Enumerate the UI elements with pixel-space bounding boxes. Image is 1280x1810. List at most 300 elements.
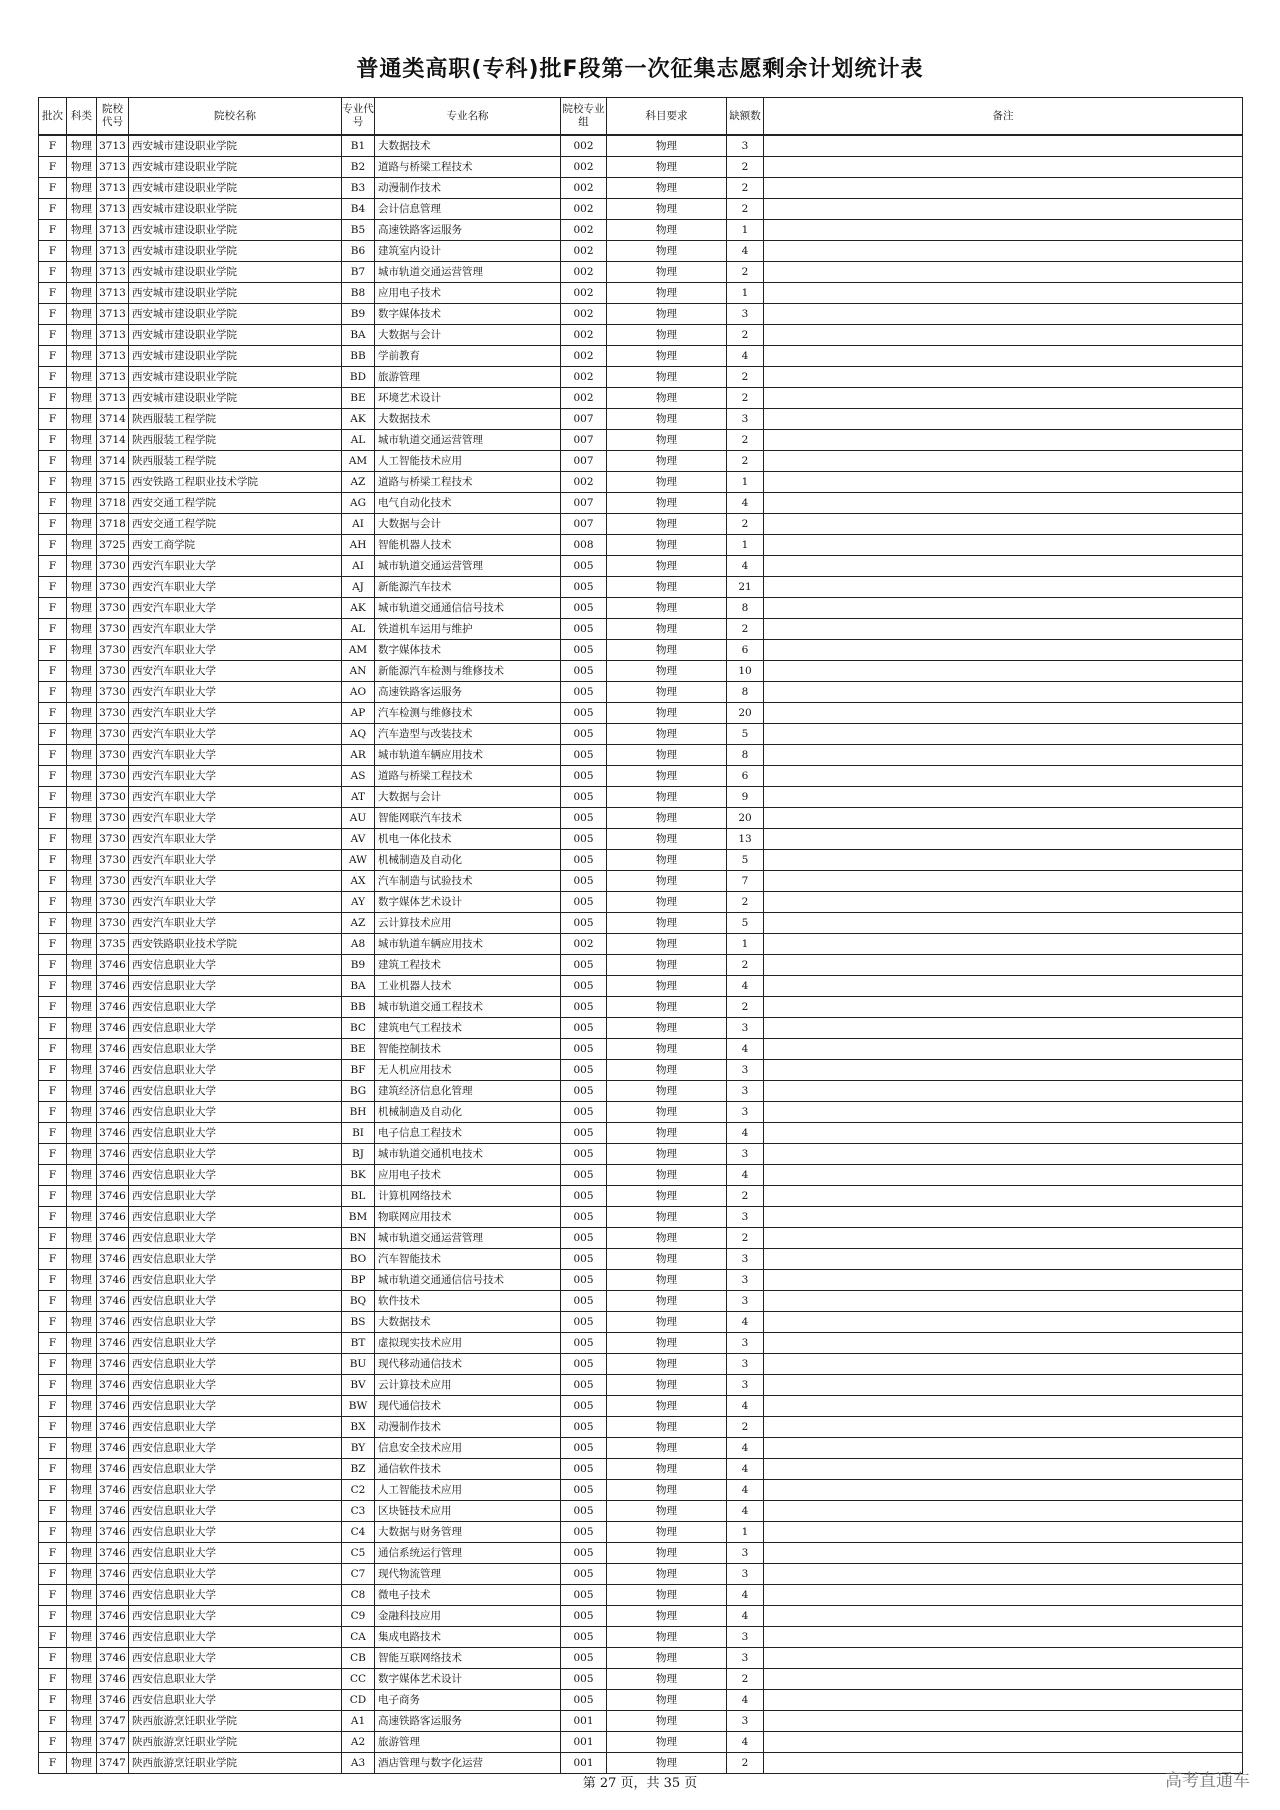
- cell-vacancies: 3: [727, 1207, 764, 1228]
- cell-major-group: 005: [561, 1249, 607, 1270]
- cell-remarks: [764, 1060, 1243, 1081]
- cell-major-code: AX: [342, 871, 375, 892]
- cell-vacancies: 8: [727, 745, 764, 766]
- cell-remarks: [764, 1732, 1243, 1753]
- cell-major-group: 007: [561, 514, 607, 535]
- cell-school-code: 3746: [97, 1081, 129, 1102]
- cell-major-name: 环境艺术设计: [375, 388, 561, 409]
- cell-school-code: 3713: [97, 388, 129, 409]
- cell-remarks: [764, 1102, 1243, 1123]
- cell-remarks: [764, 409, 1243, 430]
- cell-remarks: [764, 1480, 1243, 1501]
- cell-category: 物理: [67, 409, 97, 430]
- cell-school-name: 西安信息职业大学: [129, 1144, 342, 1165]
- cell-vacancies: 3: [727, 409, 764, 430]
- cell-school-code: 3730: [97, 850, 129, 871]
- header-remarks: 备注: [764, 98, 1243, 136]
- cell-remarks: [764, 262, 1243, 283]
- cell-major-code: AL: [342, 619, 375, 640]
- cell-subject-requirement: 物理: [607, 1123, 727, 1144]
- cell-school-name: 陕西旅游烹饪职业学院: [129, 1732, 342, 1753]
- cell-school-name: 西安城市建设职业学院: [129, 325, 342, 346]
- cell-major-group: 002: [561, 283, 607, 304]
- cell-major-name: 数字媒体艺术设计: [375, 892, 561, 913]
- cell-vacancies: 3: [727, 1249, 764, 1270]
- cell-subject-requirement: 物理: [607, 1354, 727, 1375]
- cell-subject-requirement: 物理: [607, 661, 727, 682]
- table-row: [39, 1207, 1243, 1228]
- cell-school-code: 3746: [97, 1522, 129, 1543]
- cell-school-name: 西安信息职业大学: [129, 1333, 342, 1354]
- cell-school-code: 3746: [97, 1144, 129, 1165]
- cell-vacancies: 3: [727, 1354, 764, 1375]
- cell-batch: F: [39, 1249, 67, 1270]
- cell-vacancies: 3: [727, 1375, 764, 1396]
- cell-major-code: C9: [342, 1606, 375, 1627]
- cell-remarks: [764, 241, 1243, 262]
- cell-subject-requirement: 物理: [607, 1732, 727, 1753]
- cell-category: 物理: [67, 829, 97, 850]
- cell-major-name: 汽车制造与试验技术: [375, 871, 561, 892]
- cell-major-group: 005: [561, 640, 607, 661]
- cell-category: 物理: [67, 157, 97, 178]
- cell-remarks: [764, 451, 1243, 472]
- header-batch: 批次: [39, 98, 67, 136]
- cell-major-code: C7: [342, 1564, 375, 1585]
- cell-school-code: 3746: [97, 1501, 129, 1522]
- cell-school-name: 西安城市建设职业学院: [129, 135, 342, 157]
- cell-subject-requirement: 物理: [607, 1522, 727, 1543]
- cell-batch: F: [39, 1480, 67, 1501]
- cell-major-code: C2: [342, 1480, 375, 1501]
- cell-major-code: B2: [342, 157, 375, 178]
- cell-subject-requirement: 物理: [607, 472, 727, 493]
- cell-category: 物理: [67, 1375, 97, 1396]
- cell-category: 物理: [67, 724, 97, 745]
- cell-subject-requirement: 物理: [607, 283, 727, 304]
- cell-remarks: [764, 1375, 1243, 1396]
- table-row: [39, 976, 1243, 997]
- cell-remarks: [764, 199, 1243, 220]
- table-row: [39, 1501, 1243, 1522]
- cell-school-code: 3735: [97, 934, 129, 955]
- cell-category: 物理: [67, 1396, 97, 1417]
- cell-school-code: 3730: [97, 703, 129, 724]
- cell-school-code: 3730: [97, 892, 129, 913]
- cell-subject-requirement: 物理: [607, 619, 727, 640]
- cell-category: 物理: [67, 535, 97, 556]
- cell-category: 物理: [67, 430, 97, 451]
- cell-vacancies: 1: [727, 934, 764, 955]
- table-row: [39, 724, 1243, 745]
- cell-batch: F: [39, 850, 67, 871]
- cell-school-name: 西安城市建设职业学院: [129, 346, 342, 367]
- cell-subject-requirement: 物理: [607, 451, 727, 472]
- cell-major-code: BL: [342, 1186, 375, 1207]
- cell-remarks: [764, 1564, 1243, 1585]
- cell-batch: F: [39, 346, 67, 367]
- cell-major-code: BD: [342, 367, 375, 388]
- table-row: [39, 1312, 1243, 1333]
- cell-major-code: B3: [342, 178, 375, 199]
- cell-subject-requirement: 物理: [607, 1459, 727, 1480]
- cell-school-code: 3746: [97, 1312, 129, 1333]
- cell-batch: F: [39, 1375, 67, 1396]
- cell-school-code: 3713: [97, 304, 129, 325]
- header-major-name: 专业名称: [375, 98, 561, 136]
- cell-major-group: 005: [561, 1690, 607, 1711]
- cell-major-code: BJ: [342, 1144, 375, 1165]
- header-school-code: 院校代号: [97, 98, 129, 136]
- cell-remarks: [764, 1627, 1243, 1648]
- cell-subject-requirement: 物理: [607, 241, 727, 262]
- cell-major-code: AZ: [342, 472, 375, 493]
- cell-school-name: 西安信息职业大学: [129, 1459, 342, 1480]
- cell-remarks: [764, 1417, 1243, 1438]
- cell-remarks: [764, 724, 1243, 745]
- cell-subject-requirement: 物理: [607, 1228, 727, 1249]
- cell-major-code: CD: [342, 1690, 375, 1711]
- cell-school-name: 西安城市建设职业学院: [129, 262, 342, 283]
- cell-vacancies: 2: [727, 1186, 764, 1207]
- cell-school-code: 3746: [97, 1018, 129, 1039]
- cell-major-name: 大数据与会计: [375, 514, 561, 535]
- cell-major-group: 005: [561, 703, 607, 724]
- cell-category: 物理: [67, 241, 97, 262]
- cell-remarks: [764, 1669, 1243, 1690]
- cell-batch: F: [39, 1144, 67, 1165]
- cell-vacancies: 4: [727, 1312, 764, 1333]
- cell-school-name: 西安汽车职业大学: [129, 661, 342, 682]
- cell-major-name: 城市轨道交通运营管理: [375, 556, 561, 577]
- cell-school-code: 3746: [97, 1375, 129, 1396]
- cell-category: 物理: [67, 913, 97, 934]
- cell-subject-requirement: 物理: [607, 1648, 727, 1669]
- cell-school-code: 3746: [97, 1627, 129, 1648]
- cell-batch: F: [39, 1648, 67, 1669]
- cell-subject-requirement: 物理: [607, 724, 727, 745]
- cell-remarks: [764, 850, 1243, 871]
- cell-major-group: 005: [561, 1312, 607, 1333]
- cell-subject-requirement: 物理: [607, 577, 727, 598]
- cell-major-code: AU: [342, 808, 375, 829]
- cell-remarks: [764, 934, 1243, 955]
- cell-major-name: 现代通信技术: [375, 1396, 561, 1417]
- cell-subject-requirement: 物理: [607, 1102, 727, 1123]
- cell-school-name: 西安汽车职业大学: [129, 619, 342, 640]
- cell-category: 物理: [67, 346, 97, 367]
- cell-batch: F: [39, 787, 67, 808]
- cell-major-group: 002: [561, 178, 607, 199]
- cell-major-group: 005: [561, 1438, 607, 1459]
- cell-school-code: 3730: [97, 661, 129, 682]
- cell-school-name: 西安信息职业大学: [129, 976, 342, 997]
- cell-school-code: 3746: [97, 955, 129, 976]
- cell-subject-requirement: 物理: [607, 178, 727, 199]
- table-row: [39, 619, 1243, 640]
- cell-subject-requirement: 物理: [607, 766, 727, 787]
- cell-major-group: 002: [561, 241, 607, 262]
- cell-school-name: 西安汽车职业大学: [129, 871, 342, 892]
- cell-major-group: 005: [561, 1648, 607, 1669]
- cell-subject-requirement: 物理: [607, 850, 727, 871]
- cell-remarks: [764, 808, 1243, 829]
- cell-batch: F: [39, 955, 67, 976]
- cell-batch: F: [39, 1585, 67, 1606]
- cell-subject-requirement: 物理: [607, 430, 727, 451]
- cell-category: 物理: [67, 1081, 97, 1102]
- table-row: [39, 598, 1243, 619]
- table-row: [39, 1270, 1243, 1291]
- cell-vacancies: 2: [727, 619, 764, 640]
- cell-subject-requirement: 物理: [607, 1249, 727, 1270]
- cell-batch: F: [39, 493, 67, 514]
- cell-major-name: 城市轨道交通工程技术: [375, 997, 561, 1018]
- cell-major-group: 005: [561, 1186, 607, 1207]
- cell-major-name: 城市轨道车辆应用技术: [375, 745, 561, 766]
- cell-school-code: 3746: [97, 1564, 129, 1585]
- cell-category: 物理: [67, 1753, 97, 1774]
- cell-category: 物理: [67, 1333, 97, 1354]
- cell-major-name: 城市轨道交通机电技术: [375, 1144, 561, 1165]
- table-row: [39, 892, 1243, 913]
- cell-remarks: [764, 871, 1243, 892]
- cell-vacancies: 8: [727, 598, 764, 619]
- cell-category: 物理: [67, 997, 97, 1018]
- cell-batch: F: [39, 1543, 67, 1564]
- cell-remarks: [764, 1123, 1243, 1144]
- cell-category: 物理: [67, 1732, 97, 1753]
- cell-vacancies: 4: [727, 1123, 764, 1144]
- header-major-code: 专业代号: [342, 98, 375, 136]
- header-school-name: 院校名称: [129, 98, 342, 136]
- cell-subject-requirement: 物理: [607, 1417, 727, 1438]
- cell-major-name: 大数据技术: [375, 135, 561, 157]
- cell-batch: F: [39, 1417, 67, 1438]
- cell-school-name: 西安汽车职业大学: [129, 787, 342, 808]
- cell-major-code: BT: [342, 1333, 375, 1354]
- cell-major-group: 005: [561, 1543, 607, 1564]
- cell-school-name: 西安信息职业大学: [129, 1627, 342, 1648]
- cell-batch: F: [39, 1312, 67, 1333]
- cell-remarks: [764, 1165, 1243, 1186]
- cell-subject-requirement: 物理: [607, 1480, 727, 1501]
- cell-vacancies: 20: [727, 808, 764, 829]
- cell-remarks: [764, 1228, 1243, 1249]
- cell-batch: F: [39, 577, 67, 598]
- cell-subject-requirement: 物理: [607, 703, 727, 724]
- cell-vacancies: 1: [727, 472, 764, 493]
- cell-major-name: 计算机网络技术: [375, 1186, 561, 1207]
- cell-major-group: 007: [561, 430, 607, 451]
- cell-school-code: 3746: [97, 1690, 129, 1711]
- cell-subject-requirement: 物理: [607, 1501, 727, 1522]
- table-row: [39, 1165, 1243, 1186]
- cell-major-group: 002: [561, 199, 607, 220]
- cell-major-name: 会计信息管理: [375, 199, 561, 220]
- cell-batch: F: [39, 1711, 67, 1732]
- cell-major-code: AV: [342, 829, 375, 850]
- cell-vacancies: 5: [727, 724, 764, 745]
- cell-vacancies: 4: [727, 346, 764, 367]
- cell-school-code: 3746: [97, 1585, 129, 1606]
- cell-major-code: CA: [342, 1627, 375, 1648]
- cell-category: 物理: [67, 1060, 97, 1081]
- cell-remarks: [764, 577, 1243, 598]
- cell-remarks: [764, 304, 1243, 325]
- cell-major-name: 机电一体化技术: [375, 829, 561, 850]
- cell-major-name: 道路与桥梁工程技术: [375, 472, 561, 493]
- table-row: [39, 346, 1243, 367]
- cell-remarks: [764, 1690, 1243, 1711]
- cell-subject-requirement: 物理: [607, 1018, 727, 1039]
- table-row: [39, 682, 1243, 703]
- page-number: 第 27 页，共 35 页: [582, 1776, 698, 1791]
- cell-school-code: 3747: [97, 1711, 129, 1732]
- cell-batch: F: [39, 1123, 67, 1144]
- cell-batch: F: [39, 409, 67, 430]
- cell-subject-requirement: 物理: [607, 409, 727, 430]
- cell-major-code: BE: [342, 388, 375, 409]
- cell-category: 物理: [67, 1669, 97, 1690]
- cell-major-group: 002: [561, 304, 607, 325]
- cell-major-name: 人工智能技术应用: [375, 451, 561, 472]
- cell-batch: F: [39, 1039, 67, 1060]
- cell-school-name: 西安信息职业大学: [129, 1081, 342, 1102]
- cell-major-group: 005: [561, 1123, 607, 1144]
- cell-category: 物理: [67, 493, 97, 514]
- cell-school-name: 西安信息职业大学: [129, 1417, 342, 1438]
- table-row: [39, 556, 1243, 577]
- cell-batch: F: [39, 1501, 67, 1522]
- cell-school-name: 西安信息职业大学: [129, 1438, 342, 1459]
- cell-batch: F: [39, 514, 67, 535]
- cell-subject-requirement: 物理: [607, 1039, 727, 1060]
- cell-vacancies: 2: [727, 178, 764, 199]
- cell-school-code: 3746: [97, 1459, 129, 1480]
- cell-school-code: 3718: [97, 514, 129, 535]
- cell-category: 物理: [67, 808, 97, 829]
- cell-category: 物理: [67, 1417, 97, 1438]
- cell-school-name: 西安城市建设职业学院: [129, 388, 342, 409]
- cell-school-name: 西安信息职业大学: [129, 1270, 342, 1291]
- cell-major-code: AY: [342, 892, 375, 913]
- cell-major-code: BB: [342, 997, 375, 1018]
- cell-major-name: 大数据技术: [375, 1312, 561, 1333]
- cell-major-code: C4: [342, 1522, 375, 1543]
- cell-school-code: 3730: [97, 682, 129, 703]
- cell-major-group: 005: [561, 1375, 607, 1396]
- cell-batch: F: [39, 934, 67, 955]
- cell-remarks: [764, 1039, 1243, 1060]
- header-vacancies: 缺额数: [727, 98, 764, 136]
- cell-major-group: 002: [561, 220, 607, 241]
- table-row: [39, 367, 1243, 388]
- cell-subject-requirement: 物理: [607, 1711, 727, 1732]
- cell-school-code: 3746: [97, 1480, 129, 1501]
- cell-vacancies: 1: [727, 283, 764, 304]
- cell-major-group: 001: [561, 1753, 607, 1774]
- cell-major-group: 002: [561, 135, 607, 157]
- table-body: [39, 135, 1243, 1774]
- cell-category: 物理: [67, 220, 97, 241]
- cell-major-name: 金融科技应用: [375, 1606, 561, 1627]
- cell-vacancies: 4: [727, 241, 764, 262]
- cell-school-code: 3746: [97, 1543, 129, 1564]
- cell-school-code: 3746: [97, 1207, 129, 1228]
- cell-major-group: 005: [561, 556, 607, 577]
- cell-major-group: 005: [561, 577, 607, 598]
- cell-vacancies: 9: [727, 787, 764, 808]
- cell-batch: F: [39, 808, 67, 829]
- table-row: [39, 808, 1243, 829]
- cell-major-name: 新能源汽车检测与维修技术: [375, 661, 561, 682]
- cell-category: 物理: [67, 1459, 97, 1480]
- table-row: [39, 997, 1243, 1018]
- cell-major-name: 高速铁路客运服务: [375, 220, 561, 241]
- cell-major-name: 动漫制作技术: [375, 1417, 561, 1438]
- cell-school-name: 西安信息职业大学: [129, 1564, 342, 1585]
- cell-subject-requirement: 物理: [607, 1396, 727, 1417]
- cell-batch: F: [39, 451, 67, 472]
- cell-major-group: 005: [561, 1669, 607, 1690]
- table-row: [39, 1291, 1243, 1312]
- cell-vacancies: 5: [727, 850, 764, 871]
- cell-vacancies: 2: [727, 199, 764, 220]
- cell-major-group: 005: [561, 1144, 607, 1165]
- cell-major-name: 道路与桥梁工程技术: [375, 157, 561, 178]
- cell-subject-requirement: 物理: [607, 1270, 727, 1291]
- cell-subject-requirement: 物理: [607, 934, 727, 955]
- cell-school-code: 3746: [97, 1291, 129, 1312]
- cell-major-group: 005: [561, 1627, 607, 1648]
- cell-remarks: [764, 1081, 1243, 1102]
- cell-major-group: 005: [561, 1039, 607, 1060]
- cell-batch: F: [39, 1081, 67, 1102]
- cell-vacancies: 2: [727, 262, 764, 283]
- cell-major-name: 物联网应用技术: [375, 1207, 561, 1228]
- table-row: [39, 241, 1243, 262]
- cell-major-code: BA: [342, 325, 375, 346]
- table-row: [39, 871, 1243, 892]
- cell-school-code: 3747: [97, 1753, 129, 1774]
- cell-category: 物理: [67, 577, 97, 598]
- cell-remarks: [764, 1354, 1243, 1375]
- cell-category: 物理: [67, 1186, 97, 1207]
- cell-school-code: 3730: [97, 871, 129, 892]
- cell-remarks: [764, 787, 1243, 808]
- cell-school-name: 西安信息职业大学: [129, 1207, 342, 1228]
- cell-school-code: 3730: [97, 640, 129, 661]
- page-title: 普通类高职(专科)批F段第一次征集志愿剩余计划统计表: [356, 57, 924, 82]
- cell-vacancies: 7: [727, 871, 764, 892]
- cell-batch: F: [39, 871, 67, 892]
- cell-remarks: [764, 976, 1243, 997]
- cell-major-group: 005: [561, 955, 607, 976]
- cell-major-group: 005: [561, 1018, 607, 1039]
- cell-major-name: 酒店管理与数字化运营: [375, 1753, 561, 1774]
- table-row: [39, 1186, 1243, 1207]
- cell-major-name: 高速铁路客运服务: [375, 682, 561, 703]
- cell-vacancies: 4: [727, 493, 764, 514]
- cell-major-group: 005: [561, 1417, 607, 1438]
- cell-major-code: BO: [342, 1249, 375, 1270]
- cell-vacancies: 3: [727, 1333, 764, 1354]
- cell-school-name: 西安信息职业大学: [129, 1312, 342, 1333]
- cell-vacancies: 4: [727, 1690, 764, 1711]
- cell-major-code: B8: [342, 283, 375, 304]
- cell-remarks: [764, 829, 1243, 850]
